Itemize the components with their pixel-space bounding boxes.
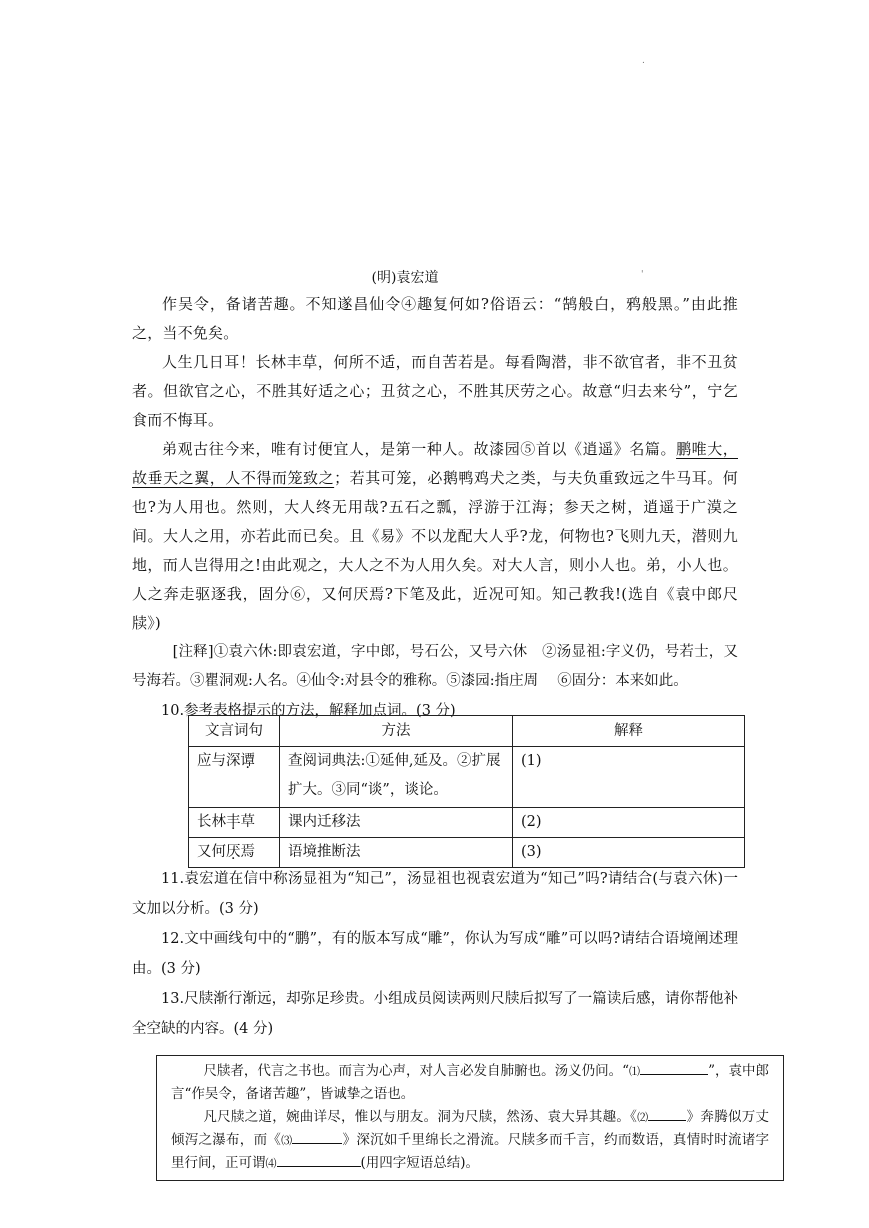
annotation-note: [注释]①袁六休:即袁宏道，字中郎，号石公，又号六休 ②汤显祖:字义仍，号若士，又号海若。③瞿洞观:人名。④仙令:对县令的雅称。⑤漆园:指庄周 ⑥固分：本来如此。: [132, 644, 738, 689]
table-row: [189, 747, 745, 808]
author-line: (明)袁宏道: [371, 270, 439, 286]
paragraph-2: 人生几日耳！长林丰草，何所不适，而自苦若是。每看陶潜，非不欲官者，非不丑贫者。但欲官之心，不胜其好适之心；丑贫之心，不胜其厌劳之心。故意“归去来兮”，宁乞食而不悔耳。: [132, 353, 738, 429]
header-method: 方法: [280, 716, 513, 747]
question-11: 11.袁宏道在信中称汤显祖为“知己”，汤显祖也视袁宏道为“知己”吗?请结合(与袁六休)一文加以分析。(3 分): [132, 871, 738, 917]
box-paragraph-1: 尺牍者，代言之书也。而言为心声，对人言必发自肺腑也。汤义仍问。“⑴ ”，袁中郎言“作吴令，备诸苦趣”，皆诚挚之语也。: [171, 1060, 769, 1106]
paragraph-3-rest: ；若其可笼，必鹅鸭鸡犬之类，与夫负重致远之牛马耳。何也?为人用也。然则，大人终无用哉?五石之瓢，浮游于江海；参天之树，逍遥于广漠之间。大人之用，亦若此而已矣。且《易》不以龙配大人乎?龙，何物也?飞则九天，潜则九地，而人岂得用之!由此观之，大人之不为人用久矣。对大人言，则小人也。弟，小人也。人之奔走驱逐我，固分⑥，又何厌焉?下笔及此，近况可知。知己教我!(选自《袁中郎尺牍》): [132, 469, 739, 632]
answer-cell: (2): [513, 808, 745, 838]
underlined-sentence: 鹏唯大，故垂天之翼，人不得而笼致之: [132, 440, 738, 487]
paragraph-3: [132, 435, 738, 638]
dotted-word: 谭: [240, 753, 255, 769]
reading-reflection-box: [156, 1055, 784, 1181]
blank-number-1: ⑴: [629, 1065, 641, 1078]
method-cell: 语境推断法: [280, 838, 513, 868]
method-table: [188, 715, 745, 868]
question-12: 12.文中画线句中的“鹏”，有的版本写成“雕”，你认为写成“雕”可以吗?请结合语境阐述理由。(3 分): [132, 931, 738, 977]
phrase-cell: 应与深谭: [189, 747, 280, 808]
side-tick-mark: ': [641, 270, 644, 280]
answer-blank-3[interactable]: [292, 1129, 342, 1144]
answer-blank-2[interactable]: [648, 1106, 686, 1121]
blank-number-4: ⑷: [265, 1157, 277, 1170]
method-cell: 课内迁移法: [280, 808, 513, 838]
document-body: [132, 266, 738, 726]
dotted-word: 丰: [226, 814, 241, 830]
blank-number-2: ⑵: [637, 1111, 649, 1124]
table-header-row: [189, 716, 745, 747]
answer-blank-4[interactable]: [277, 1152, 361, 1167]
answer-cell: (3): [513, 838, 745, 868]
dotted-word: 厌: [226, 844, 241, 860]
top-dot-mark: .: [642, 56, 645, 66]
phrase-cell: 长林丰草: [189, 808, 280, 838]
question-13: 13.尺牍渐行渐远，却弥足珍贵。小组成员阅读两则尺牍后拟写了一篇读后感，请你帮他补全空缺的内容。(4 分): [132, 991, 738, 1037]
paragraph-3-start: 弟观古往今来，唯有讨便宜人，是第一种人。故漆园⑤首以《逍遥》名篇。: [162, 440, 677, 458]
blank-number-3: ⑶: [281, 1134, 293, 1147]
box-paragraph-2: 凡尺牍之道，婉曲详尽，惟以与朋友。洞为尺牍，然汤、袁大异其趣。《⑵ 》奔腾似万丈倾泻之瀑布，而《⑶ 》深沉如千里绵长之滑流。尺牍多而千言，约而数语，真情时时流诸字里行间，正可谓⑷ (用四字短语总结)。: [171, 1106, 769, 1175]
questions-block: [132, 864, 738, 1044]
phrase-cell: 又何厌焉: [189, 838, 280, 868]
table-row: [189, 808, 745, 838]
method-cell: 查阅词典法:①延伸,延及。②扩展扩大。③同“谈”，谈论。: [280, 747, 513, 808]
answer-blank-1[interactable]: [640, 1060, 708, 1075]
paragraph-1: 作吴令，备诸苦趣。不知遂昌仙令④趣复何如?俗语云：“鹄般白，鸦般黑。”由此推之，当不免矣。: [132, 295, 738, 342]
table-row: [189, 838, 745, 868]
header-phrase: 文言词句: [189, 716, 280, 747]
header-explanation: 解释: [513, 716, 745, 747]
answer-cell: (1): [513, 747, 745, 808]
question-10: 10.参考表格提示的方法，解释加点词。(3 分): [161, 703, 456, 719]
